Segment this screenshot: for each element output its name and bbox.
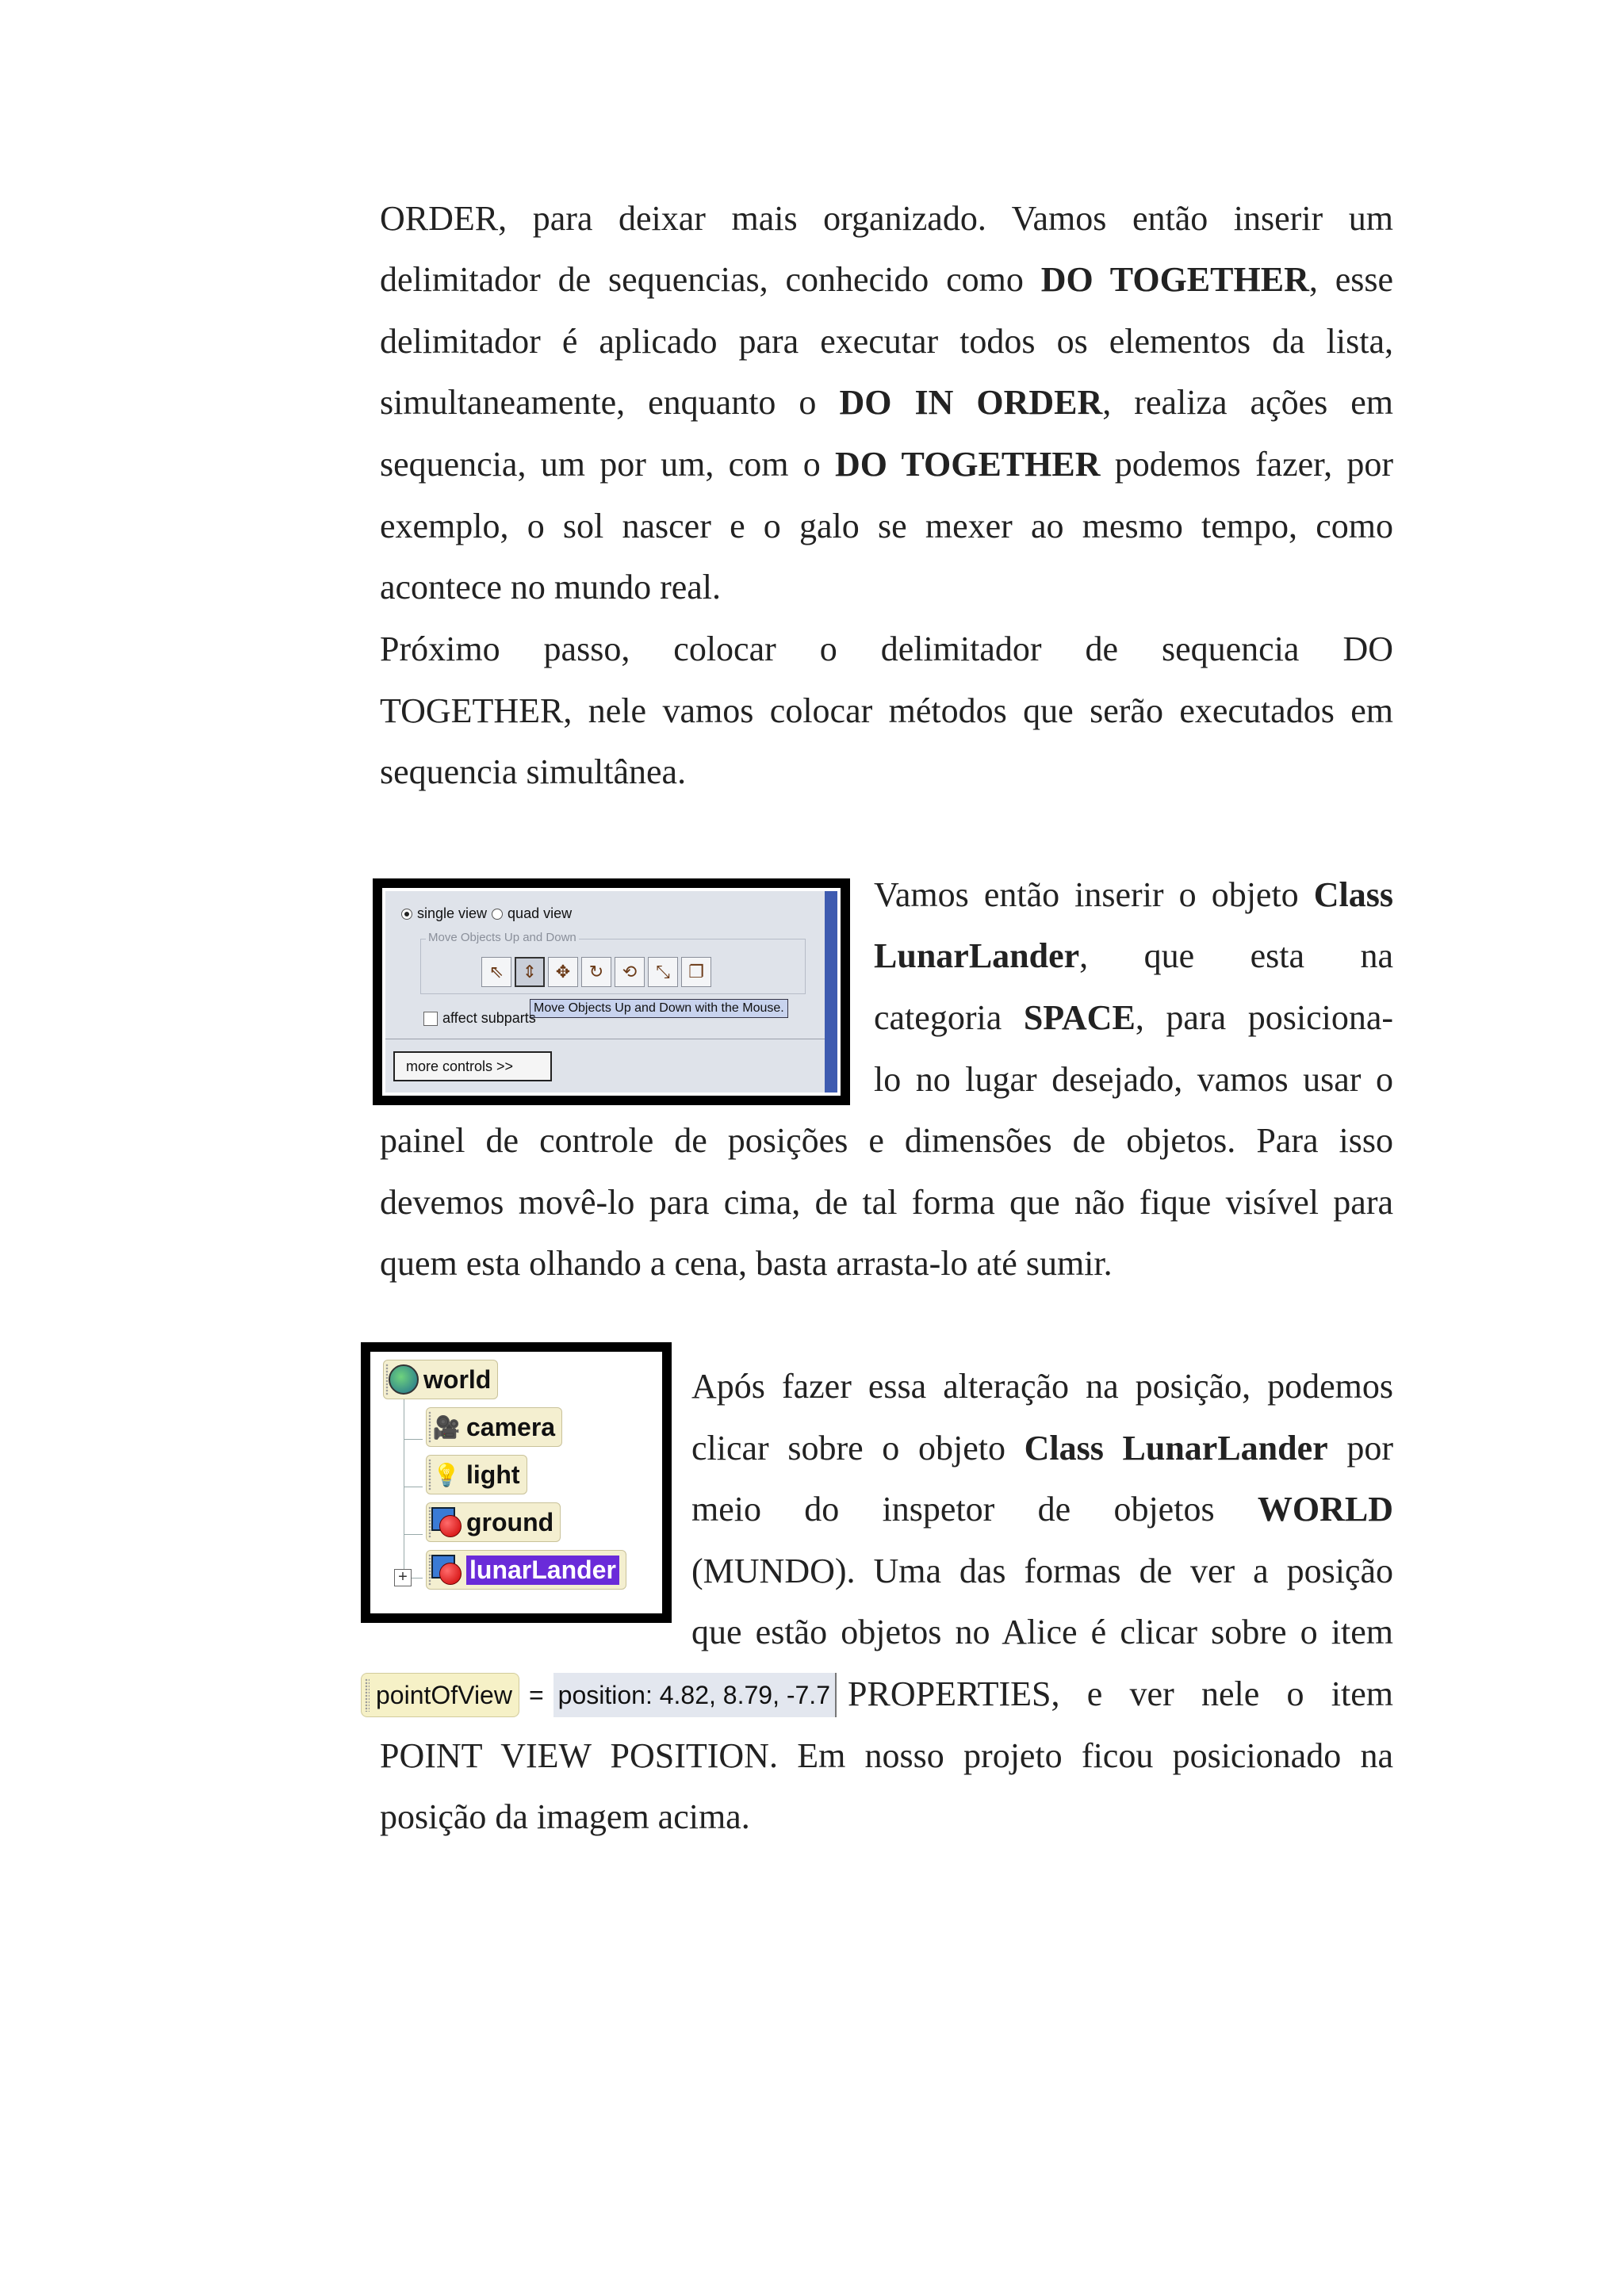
node-label: camera bbox=[466, 1412, 556, 1441]
single-view-label: single view bbox=[417, 905, 488, 921]
tumble-icon: ⟲ bbox=[622, 962, 638, 982]
lightbulb-icon: 💡 bbox=[432, 1462, 461, 1487]
text-line: (MUNDO). Uma das formas de ver a posição bbox=[691, 1552, 1393, 1590]
text-line: sequencia simultânea. bbox=[380, 752, 687, 791]
resize-icon: ⤡ bbox=[656, 962, 670, 982]
text-line: PROPERTIES, e ver nele o item bbox=[848, 1674, 1393, 1713]
text-line: Próximo passo, colocar o delimitador de sequencia DO bbox=[380, 629, 1393, 668]
move-up-down-icon: ⇕ bbox=[522, 962, 538, 982]
text-line: devemos movê-lo para cima, de tal forma que não fique visível para bbox=[380, 1183, 1393, 1222]
text-line: delimitador é aplicado para executar todos os elementos da lista, bbox=[380, 322, 1393, 361]
node-label: ground bbox=[466, 1507, 554, 1536]
text-line: acontece no mundo real. bbox=[380, 568, 722, 607]
point-of-view-property bbox=[361, 1673, 837, 1717]
affect-subparts-checkbox[interactable] bbox=[423, 1012, 438, 1026]
pointer-tool-button[interactable] bbox=[481, 957, 511, 987]
view-mode-row bbox=[401, 905, 572, 922]
quad-view-radio[interactable] bbox=[492, 909, 503, 920]
text-line: TOGETHER, nele vamos colocar métodos que serão executados em bbox=[380, 691, 1393, 730]
mouse-controls-screenshot bbox=[373, 878, 850, 1105]
tree-node-camera[interactable] bbox=[426, 1407, 562, 1447]
quad-view-label: quad view bbox=[508, 905, 573, 921]
text-line: meio do inspetor de objetos WORLD bbox=[691, 1490, 1393, 1529]
move-free-tool-button[interactable] bbox=[548, 957, 578, 987]
text-line: clicar sobre o objeto Class LunarLander por bbox=[691, 1429, 1393, 1468]
node-label: lunarLander bbox=[466, 1556, 619, 1585]
single-view-radio[interactable] bbox=[401, 909, 412, 920]
object-icon bbox=[431, 1507, 462, 1537]
text-line: categoria SPACE, para posiciona- bbox=[874, 998, 1394, 1037]
text-line: sequencia, um por um, com o DO TOGETHER podemos fazer, por bbox=[380, 445, 1394, 484]
text-line: que estão objetos no Alice é clicar sobre o item bbox=[691, 1613, 1393, 1651]
text-line: exemplo, o sol nascer e o galo se mexer ao mesmo tempo, como bbox=[380, 507, 1393, 545]
tree-node-lunarlander[interactable] bbox=[426, 1550, 626, 1590]
copy-tool-button[interactable] bbox=[681, 957, 711, 987]
tooltip: Move Objects Up and Down with the Mouse. bbox=[530, 999, 788, 1018]
turn-icon: ↻ bbox=[588, 962, 604, 982]
mouse-controls-panel bbox=[382, 888, 841, 1096]
text-line: posição da imagem acima. bbox=[380, 1797, 750, 1836]
text-line: Vamos então inserir o objeto Class bbox=[874, 875, 1393, 914]
tree-connector bbox=[404, 1439, 423, 1440]
move-free-icon: ✥ bbox=[555, 962, 571, 982]
object-tree-screenshot bbox=[361, 1342, 672, 1623]
affect-subparts-row bbox=[423, 1010, 536, 1027]
move-tools-group bbox=[420, 931, 806, 994]
property-value[interactable]: position: 4.82, 8.79, -7.7 bbox=[553, 1673, 837, 1717]
equals-sign: = bbox=[528, 1680, 544, 1709]
text-line: quem esta olhando a cena, basta arrasta-lo até sumir. bbox=[380, 1244, 1113, 1283]
node-label: light bbox=[466, 1460, 520, 1489]
tree-connector bbox=[404, 1534, 423, 1535]
resize-tool-button[interactable] bbox=[648, 957, 678, 987]
node-label: world bbox=[423, 1364, 492, 1394]
more-controls-button[interactable]: more controls >> bbox=[393, 1051, 552, 1081]
affect-subparts-label: affect subparts bbox=[442, 1010, 536, 1026]
tumble-tool-button[interactable] bbox=[615, 957, 645, 987]
text-line: simultaneamente, enquanto o DO IN ORDER, realiza ações em bbox=[380, 383, 1394, 422]
object-icon bbox=[431, 1555, 462, 1585]
expand-icon[interactable]: + bbox=[394, 1569, 412, 1586]
text-line: delimitador de sequencias, conhecido como DO TOGETHER, esse bbox=[380, 260, 1393, 299]
tree-node-light[interactable] bbox=[426, 1455, 527, 1494]
property-name-tile[interactable]: pointOfView bbox=[361, 1673, 519, 1717]
copy-icon: ❐ bbox=[688, 962, 704, 982]
globe-icon bbox=[389, 1364, 419, 1395]
text-line: Após fazer essa alteração na posição, podemos bbox=[691, 1367, 1393, 1406]
tree-node-ground[interactable] bbox=[426, 1502, 561, 1542]
tool-buttons bbox=[481, 957, 711, 987]
camera-icon: 🎥 bbox=[432, 1414, 461, 1440]
text-line: ORDER, para deixar mais organizado. Vamos então inserir um bbox=[380, 199, 1393, 238]
text-line: painel de controle de posições e dimensões de objetos. Para isso bbox=[380, 1121, 1393, 1160]
group-label: Move Objects Up and Down bbox=[426, 931, 579, 944]
vertical-scrollbar[interactable] bbox=[825, 891, 837, 1093]
object-tree bbox=[370, 1352, 662, 1613]
move-up-down-tool-button[interactable] bbox=[515, 957, 545, 987]
text-line: POINT VIEW POSITION. Em nosso projeto ficou posicionado na bbox=[380, 1736, 1393, 1775]
turn-tool-button[interactable] bbox=[581, 957, 611, 987]
pointer-icon: ⇖ bbox=[488, 962, 504, 982]
text-line: LunarLander, que esta na bbox=[874, 936, 1393, 975]
tree-node-world[interactable] bbox=[383, 1360, 498, 1399]
text-line: lo no lugar desejado, vamos usar o bbox=[874, 1060, 1393, 1099]
